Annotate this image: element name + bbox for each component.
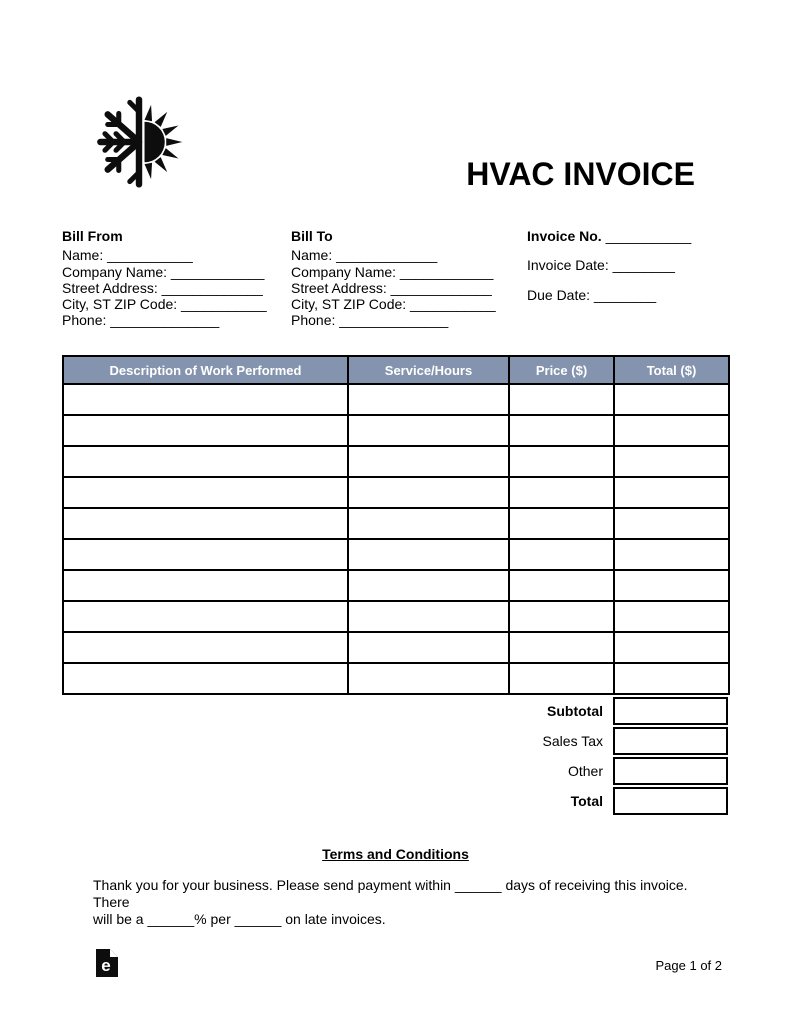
table-cell[interactable] (509, 601, 614, 632)
table-row (63, 477, 729, 508)
table-row (63, 384, 729, 415)
table-cell[interactable] (614, 508, 729, 539)
page-number-label: Page 1 of 2 (655, 958, 722, 973)
table-cell[interactable] (348, 446, 509, 477)
items-table-header-row (63, 356, 729, 384)
table-row (63, 663, 729, 694)
total-label: Total (570, 793, 603, 809)
table-cell[interactable] (348, 415, 509, 446)
invoice-number-label: Invoice No. (527, 228, 602, 244)
table-row (63, 539, 729, 570)
terms-line-1: Thank you for your business. Please send payment within ______ days of receiving this invoice. There (93, 877, 688, 910)
sales-tax-row (62, 727, 728, 755)
table-row (63, 415, 729, 446)
terms-heading: Terms and Conditions (322, 846, 469, 862)
table-cell[interactable] (63, 477, 348, 508)
table-cell[interactable] (348, 384, 509, 415)
invoice-number-blank: ___________ (605, 228, 692, 244)
bill-from-section (62, 228, 267, 329)
bill-from-company-line: Company Name: ____________ (62, 263, 265, 280)
table-cell[interactable] (614, 632, 729, 663)
table-cell[interactable] (348, 477, 509, 508)
table-cell[interactable] (509, 539, 614, 570)
table-row (63, 632, 729, 663)
table-cell[interactable] (509, 384, 614, 415)
table-cell[interactable] (614, 570, 729, 601)
table-cell[interactable] (614, 663, 729, 694)
items-table-body (63, 384, 729, 694)
page-title: HVAC INVOICE (466, 156, 695, 192)
table-cell[interactable] (509, 446, 614, 477)
eforms-document-icon (96, 949, 118, 977)
table-cell[interactable] (63, 601, 348, 632)
eforms-document-icon-svg (96, 949, 118, 977)
column-header-total: Total ($) (614, 356, 729, 384)
snowflake-sun-icon (90, 96, 188, 188)
table-cell[interactable] (348, 539, 509, 570)
terms-line-2: will be a ______% per ______ on late invoices. (93, 911, 386, 927)
table-cell[interactable] (614, 539, 729, 570)
table-cell[interactable] (348, 570, 509, 601)
invoice-date-line: Invoice Date: ________ (527, 257, 675, 274)
bill-to-heading: Bill To (291, 228, 333, 244)
bill-from-phone-line: Phone: ______________ (62, 312, 220, 329)
subtotal-label: Subtotal (547, 703, 603, 719)
table-row (63, 446, 729, 477)
table-cell[interactable] (614, 415, 729, 446)
eforms-logo-letter: e (101, 956, 111, 975)
table-cell[interactable] (63, 415, 348, 446)
table-cell[interactable] (509, 477, 614, 508)
table-cell[interactable] (614, 384, 729, 415)
table-cell[interactable] (63, 570, 348, 601)
table-cell[interactable] (63, 508, 348, 539)
subtotal-row (62, 697, 728, 725)
sales-tax-label: Sales Tax (542, 733, 603, 749)
column-header-price: Price ($) (509, 356, 614, 384)
table-cell[interactable] (614, 477, 729, 508)
items-table (62, 355, 730, 695)
table-cell[interactable] (63, 539, 348, 570)
other-label: Other (567, 763, 603, 779)
table-cell[interactable] (63, 663, 348, 694)
table-cell[interactable] (348, 601, 509, 632)
bill-to-name-line: Name: _____________ (291, 247, 438, 264)
table-cell[interactable] (509, 570, 614, 601)
table-cell[interactable] (63, 384, 348, 415)
table-cell[interactable] (614, 446, 729, 477)
table-cell[interactable] (63, 632, 348, 663)
due-date-line: Due Date: ________ (527, 286, 657, 303)
subtotal-value-box[interactable] (613, 697, 728, 725)
bill-from-street-line: Street Address: _____________ (62, 279, 263, 296)
bill-to-section (291, 228, 496, 329)
sales-tax-value-box[interactable] (613, 727, 728, 755)
snowflake-sun-icon-svg (90, 96, 188, 188)
column-header-service-hours: Service/Hours (348, 356, 509, 384)
bill-to-company-line: Company Name: ____________ (291, 263, 494, 280)
bill-from-heading: Bill From (62, 228, 123, 244)
table-cell[interactable] (509, 663, 614, 694)
table-cell[interactable] (509, 632, 614, 663)
summary-section (62, 697, 728, 817)
other-value-box[interactable] (613, 757, 728, 785)
bill-to-city-line: City, ST ZIP Code: ___________ (291, 296, 496, 313)
table-row (63, 570, 729, 601)
total-row (62, 787, 728, 815)
bill-to-street-line: Street Address: _____________ (291, 279, 492, 296)
table-row (63, 601, 729, 632)
table-row (63, 508, 729, 539)
bill-from-city-line: City, ST ZIP Code: ___________ (62, 296, 267, 313)
other-row (62, 757, 728, 785)
invoice-number-line (527, 228, 691, 244)
column-header-description: Description of Work Performed (63, 356, 348, 384)
table-cell[interactable] (63, 446, 348, 477)
table-cell[interactable] (348, 632, 509, 663)
table-cell[interactable] (509, 508, 614, 539)
terms-body (93, 877, 703, 928)
invoice-info-section (527, 228, 691, 316)
table-cell[interactable] (509, 415, 614, 446)
table-cell[interactable] (348, 663, 509, 694)
total-value-box[interactable] (613, 787, 728, 815)
work-items-table (62, 355, 730, 695)
table-cell[interactable] (614, 601, 729, 632)
bill-to-phone-line: Phone: ______________ (291, 312, 449, 329)
bill-from-name-line: Name: ___________ (62, 247, 193, 264)
table-cell[interactable] (348, 508, 509, 539)
